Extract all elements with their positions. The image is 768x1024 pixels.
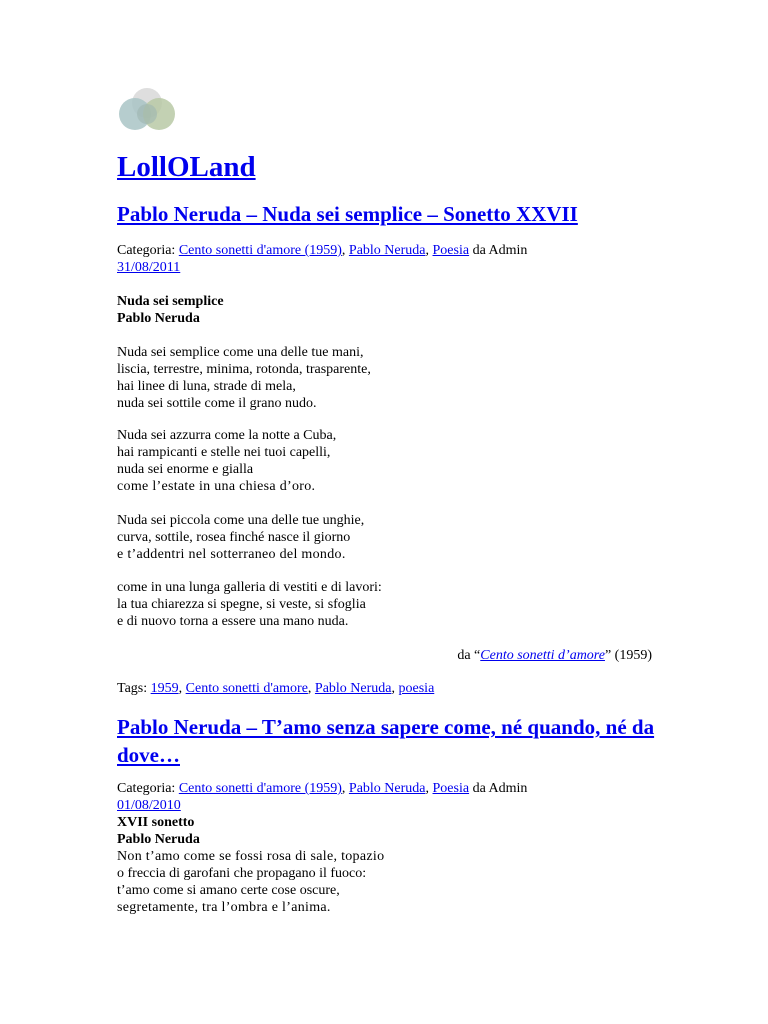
tag-link[interactable]: Pablo Neruda [314,681,392,696]
category-link[interactable]: Poesia [432,781,470,796]
site-title [117,150,256,184]
category-link[interactable]: Pablo Neruda [348,781,426,796]
poem-author: Pablo Neruda [117,832,200,847]
post-title-link[interactable]: Pablo Neruda – Nuda sei semplice – Sonetto XXVII [117,202,578,226]
poem-line: hai rampicanti e stelle nei tuoi capelli, [117,445,331,460]
post-author: da Admin [472,781,528,796]
poem-stanza-3 [117,512,657,563]
poem-source [117,647,652,664]
category-link[interactable]: Cento sonetti d'amore (1959) [178,781,342,796]
post-1-body [117,293,657,327]
post-2-body [117,814,657,916]
category-link[interactable]: Cento sonetti d'amore (1959) [178,243,342,258]
poem-line: hai linee di luna, strade di mela, [117,379,296,394]
site-title-link[interactable]: LollOLand [117,151,256,183]
poem-line: Nuda sei piccola come una delle tue unghie, [117,513,365,528]
poem-line: Nuda sei azzurra come la notte a Cuba, [117,428,337,443]
poem-line: o freccia di garofani che propagano il fuoco: [117,866,367,881]
poem-line: la tua chiarezza si spegne, si veste, si sfoglia [117,597,366,612]
post-2-meta: Categoria: Cento sonetti d'amore (1959), Pablo Neruda, Poesia da Admin 01/08/2010 [117,781,528,813]
post-1-tags: Tags: 1959, Cento sonetti d'amore, Pablo Neruda, poesia [117,681,435,696]
poem-stanza-2 [117,427,657,495]
category-link[interactable]: Pablo Neruda [348,243,426,258]
poem-line: curva, sottile, rosea finché nasce il giorno [117,530,351,545]
category-label: Categoria: [117,781,176,796]
poem-line: liscia, terrestre, minima, rotonda, trasparente, [117,362,371,377]
post-1-meta: Categoria: Cento sonetti d'amore (1959), Pablo Neruda, Poesia da Admin 31/08/2011 [117,243,528,275]
post-date-link[interactable]: 01/08/2010 [117,798,181,813]
tag-link[interactable]: poesia [398,681,435,696]
poem-title: Nuda sei semplice [117,294,224,309]
poem-line: come in una lunga galleria di vestiti e di lavori: [117,580,382,595]
tags-label: Tags: [117,681,148,696]
tag-link[interactable]: 1959 [150,681,179,696]
source-suffix: ” (1959) [604,648,652,663]
post-title [117,200,657,228]
poem-title: XVII sonetto [117,815,195,830]
poem-stanza-1 [117,344,657,412]
poem-line: e t’addentri nel sotterraneo del mondo. [117,547,346,562]
poem-line: t’amo come si amano certe cose oscure, [117,883,340,898]
post-title-link[interactable]: Pablo Neruda – T’amo senza sapere come, né quando, né da dove… [117,715,655,767]
poem-line: segretamente, tra l’ombra e l’anima. [117,900,331,915]
post-1 [117,200,657,228]
category-label: Categoria: [117,243,176,258]
poem-line: e di nuovo torna a essere una mano nuda. [117,614,349,629]
poem-line: nuda sei sottile come il grano nudo. [117,396,317,411]
source-prefix: da “ [457,648,481,663]
poem-line: Nuda sei semplice come una delle tue mani, [117,345,364,360]
tag-link[interactable]: Cento sonetti d'amore [185,681,308,696]
post-date-link[interactable]: 31/08/2011 [117,260,181,275]
poem-line: nuda sei enorme e gialla [117,462,254,477]
poem-line: come l’estate in una chiesa d’oro. [117,479,316,494]
poem-line: Non t’amo come se fossi rosa di sale, topazio [117,849,385,864]
category-link[interactable]: Poesia [432,243,470,258]
site-logo [117,86,177,134]
source-link[interactable]: Cento sonetti d’amore [480,648,605,663]
post-author: da Admin [472,243,528,258]
post-title [117,713,657,769]
poem-stanza-4 [117,579,657,630]
post-2 [117,713,657,769]
poem-author: Pablo Neruda [117,311,200,326]
